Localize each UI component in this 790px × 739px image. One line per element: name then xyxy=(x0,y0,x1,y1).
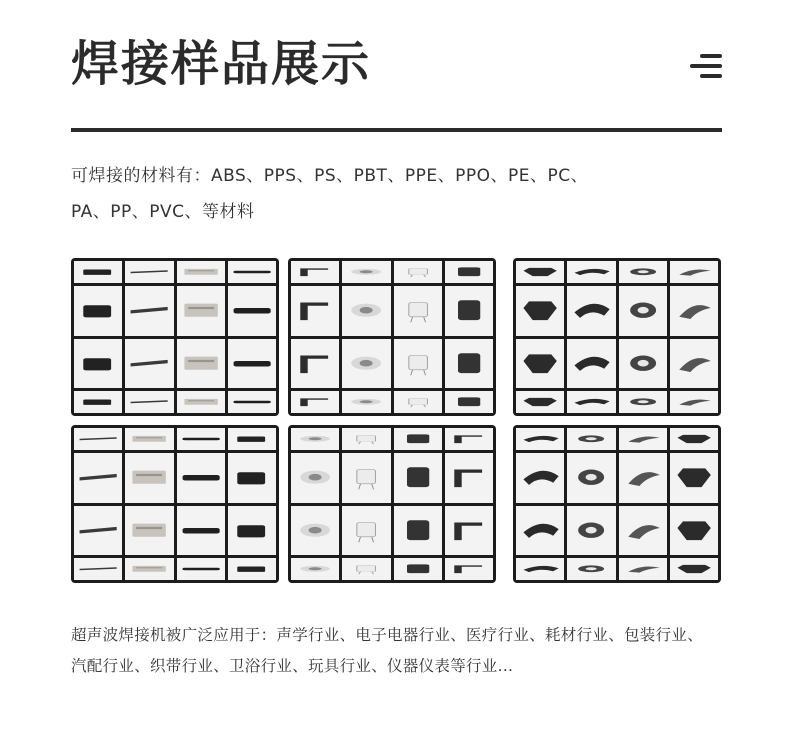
product-part-icon xyxy=(74,261,122,283)
sample-photo xyxy=(177,453,225,503)
sample-photo xyxy=(228,558,276,580)
sample-photo xyxy=(74,453,122,503)
sample-panel xyxy=(288,258,496,416)
product-part-icon xyxy=(342,453,390,503)
product-part-icon xyxy=(670,558,718,580)
sample-photo xyxy=(342,339,390,389)
product-part-icon xyxy=(342,428,390,450)
page-title: 焊接样品展示 xyxy=(71,36,372,92)
product-part-icon xyxy=(177,391,225,413)
sample-photo xyxy=(670,428,718,450)
product-part-icon xyxy=(394,391,442,413)
sample-photo xyxy=(670,286,718,336)
product-part-icon xyxy=(291,453,339,503)
product-part-icon xyxy=(342,261,390,283)
sample-photo xyxy=(291,506,339,556)
sample-photo xyxy=(567,506,615,556)
product-part-icon xyxy=(394,428,442,450)
sample-photo xyxy=(567,428,615,450)
sample-photo xyxy=(567,286,615,336)
sample-photo xyxy=(228,453,276,503)
product-part-icon xyxy=(516,286,564,336)
sample-photo xyxy=(567,391,615,413)
product-part-icon xyxy=(619,391,667,413)
product-part-icon xyxy=(394,453,442,503)
sample-photo xyxy=(394,261,442,283)
product-part-icon xyxy=(619,558,667,580)
sample-photo xyxy=(177,261,225,283)
sample-photo xyxy=(74,506,122,556)
sample-photo xyxy=(74,339,122,389)
sample-photo xyxy=(228,428,276,450)
sample-photo xyxy=(177,391,225,413)
sample-panel xyxy=(288,425,496,583)
sample-photo xyxy=(670,339,718,389)
sample-photo xyxy=(228,286,276,336)
sample-photo xyxy=(342,558,390,580)
product-part-icon xyxy=(291,286,339,336)
sample-photo xyxy=(125,558,173,580)
sample-photo xyxy=(125,339,173,389)
sample-photo xyxy=(125,428,173,450)
product-part-icon xyxy=(567,558,615,580)
product-part-icon xyxy=(177,453,225,503)
sample-photo xyxy=(74,391,122,413)
sample-photo xyxy=(619,286,667,336)
product-part-icon xyxy=(516,558,564,580)
sample-photo xyxy=(516,428,564,450)
title-divider xyxy=(71,128,722,132)
product-part-icon xyxy=(567,261,615,283)
sample-photo xyxy=(445,558,493,580)
sample-photo xyxy=(125,261,173,283)
product-part-icon xyxy=(342,286,390,336)
product-part-icon xyxy=(291,506,339,556)
product-part-icon xyxy=(516,391,564,413)
product-part-icon xyxy=(567,428,615,450)
sample-photo xyxy=(394,428,442,450)
sample-photo xyxy=(177,558,225,580)
sample-photo xyxy=(125,391,173,413)
product-part-icon xyxy=(670,453,718,503)
product-part-icon xyxy=(445,339,493,389)
product-part-icon xyxy=(619,428,667,450)
materials-line-1: 可焊接的材料有：ABS、PPS、PS、PBT、PPE、PPO、PE、PC、 xyxy=(71,166,589,186)
product-part-icon xyxy=(125,339,173,389)
product-part-icon xyxy=(177,261,225,283)
product-part-icon xyxy=(670,261,718,283)
product-part-icon xyxy=(445,261,493,283)
sample-photo xyxy=(619,506,667,556)
sample-photo xyxy=(291,391,339,413)
sample-photo xyxy=(445,428,493,450)
sample-photo xyxy=(445,391,493,413)
product-part-icon xyxy=(125,286,173,336)
product-part-icon xyxy=(291,261,339,283)
sample-photo xyxy=(125,453,173,503)
product-part-icon xyxy=(74,506,122,556)
product-part-icon xyxy=(670,286,718,336)
product-part-icon xyxy=(445,558,493,580)
sample-photo xyxy=(291,261,339,283)
materials-text xyxy=(71,158,731,230)
sample-photo xyxy=(567,453,615,503)
product-part-icon xyxy=(619,286,667,336)
sample-panel xyxy=(71,425,279,583)
product-part-icon xyxy=(177,558,225,580)
product-part-icon xyxy=(670,391,718,413)
sample-photo xyxy=(394,558,442,580)
sample-photo xyxy=(394,506,442,556)
product-part-icon xyxy=(125,391,173,413)
product-part-icon xyxy=(445,286,493,336)
sample-photo xyxy=(291,453,339,503)
product-part-icon xyxy=(228,428,276,450)
product-part-icon xyxy=(125,261,173,283)
sample-photo xyxy=(291,558,339,580)
sample-photo xyxy=(74,261,122,283)
product-part-icon xyxy=(228,339,276,389)
sample-photo xyxy=(394,339,442,389)
sample-photo xyxy=(394,453,442,503)
sample-photo xyxy=(125,286,173,336)
product-part-icon xyxy=(342,391,390,413)
sample-panel xyxy=(513,425,721,583)
product-part-icon xyxy=(394,339,442,389)
product-part-icon xyxy=(74,339,122,389)
product-part-icon xyxy=(291,558,339,580)
sample-photo xyxy=(291,286,339,336)
sample-photo xyxy=(177,286,225,336)
sample-panel xyxy=(513,258,721,416)
sample-photo xyxy=(74,286,122,336)
product-part-icon xyxy=(74,558,122,580)
sample-photo xyxy=(516,286,564,336)
sample-photo xyxy=(228,391,276,413)
usage-text xyxy=(71,620,751,682)
sample-photo xyxy=(342,428,390,450)
sample-photo xyxy=(670,261,718,283)
product-part-icon xyxy=(177,506,225,556)
sample-photo xyxy=(516,339,564,389)
product-part-icon xyxy=(228,286,276,336)
sample-photo xyxy=(516,453,564,503)
product-part-icon xyxy=(670,506,718,556)
product-part-icon xyxy=(177,286,225,336)
product-part-icon xyxy=(342,558,390,580)
sample-photo xyxy=(619,261,667,283)
product-part-icon xyxy=(567,286,615,336)
sample-photo xyxy=(445,453,493,503)
product-part-icon xyxy=(74,286,122,336)
materials-line-2: PA、PP、PVC、等材料 xyxy=(71,202,255,222)
product-part-icon xyxy=(74,391,122,413)
product-part-icon xyxy=(342,506,390,556)
sample-photo xyxy=(228,506,276,556)
product-part-icon xyxy=(394,286,442,336)
sample-photo xyxy=(342,261,390,283)
sample-panel xyxy=(71,258,279,416)
product-part-icon xyxy=(177,428,225,450)
usage-line-1: 超声波焊接机被广泛应用于：声学行业、电子电器行业、医疗行业、耗材行业、包装行业、 xyxy=(71,626,704,644)
product-part-icon xyxy=(670,428,718,450)
sample-photo xyxy=(516,558,564,580)
sample-photo xyxy=(445,339,493,389)
sample-photo xyxy=(670,391,718,413)
sample-photo xyxy=(619,391,667,413)
sample-photo xyxy=(394,286,442,336)
product-part-icon xyxy=(516,506,564,556)
sample-photo xyxy=(567,558,615,580)
product-part-icon xyxy=(567,391,615,413)
product-part-icon xyxy=(291,339,339,389)
sample-photo xyxy=(516,391,564,413)
sample-photo xyxy=(567,261,615,283)
product-part-icon xyxy=(228,261,276,283)
sample-photo xyxy=(228,339,276,389)
sample-photo xyxy=(291,428,339,450)
product-part-icon xyxy=(125,453,173,503)
sample-photo xyxy=(516,506,564,556)
product-part-icon xyxy=(125,558,173,580)
product-part-icon xyxy=(670,339,718,389)
product-part-icon xyxy=(445,391,493,413)
product-part-icon xyxy=(516,339,564,389)
sample-photo xyxy=(74,428,122,450)
sample-photo xyxy=(394,391,442,413)
product-part-icon xyxy=(516,453,564,503)
sample-photo xyxy=(342,391,390,413)
usage-line-2: 汽配行业、织带行业、卫浴行业、玩具行业、仪器仪表等行业... xyxy=(71,657,514,675)
product-part-icon xyxy=(291,391,339,413)
product-part-icon xyxy=(74,428,122,450)
product-part-icon xyxy=(445,428,493,450)
sample-photo xyxy=(177,506,225,556)
product-part-icon xyxy=(394,261,442,283)
product-part-icon xyxy=(619,453,667,503)
sample-photo xyxy=(619,339,667,389)
product-part-icon xyxy=(516,428,564,450)
product-part-icon xyxy=(74,453,122,503)
product-part-icon xyxy=(291,428,339,450)
sample-photo xyxy=(670,558,718,580)
product-part-icon xyxy=(445,453,493,503)
sample-photo xyxy=(619,558,667,580)
sample-photo xyxy=(670,453,718,503)
product-part-icon xyxy=(567,453,615,503)
sample-photo xyxy=(74,558,122,580)
sample-gallery xyxy=(71,258,723,585)
sample-photo xyxy=(619,428,667,450)
sample-photo xyxy=(445,506,493,556)
product-part-icon xyxy=(619,261,667,283)
sample-photo xyxy=(445,261,493,283)
product-part-icon xyxy=(228,391,276,413)
sample-photo xyxy=(567,339,615,389)
sample-photo xyxy=(291,339,339,389)
menu-icon[interactable] xyxy=(690,54,722,80)
sample-photo xyxy=(670,506,718,556)
sample-photo xyxy=(125,506,173,556)
product-part-icon xyxy=(619,506,667,556)
sample-photo xyxy=(342,286,390,336)
sample-photo xyxy=(177,339,225,389)
product-part-icon xyxy=(567,506,615,556)
product-part-icon xyxy=(619,339,667,389)
product-part-icon xyxy=(228,558,276,580)
product-part-icon xyxy=(445,506,493,556)
product-part-icon xyxy=(228,506,276,556)
product-part-icon xyxy=(567,339,615,389)
product-part-icon xyxy=(177,339,225,389)
sample-photo xyxy=(445,286,493,336)
sample-photo xyxy=(228,261,276,283)
sample-photo xyxy=(619,453,667,503)
product-part-icon xyxy=(394,558,442,580)
sample-photo xyxy=(177,428,225,450)
sample-photo xyxy=(516,261,564,283)
product-part-icon xyxy=(394,506,442,556)
sample-photo xyxy=(342,506,390,556)
product-part-icon xyxy=(125,428,173,450)
sample-photo xyxy=(342,453,390,503)
product-part-icon xyxy=(125,506,173,556)
product-part-icon xyxy=(228,453,276,503)
product-part-icon xyxy=(342,339,390,389)
product-part-icon xyxy=(516,261,564,283)
